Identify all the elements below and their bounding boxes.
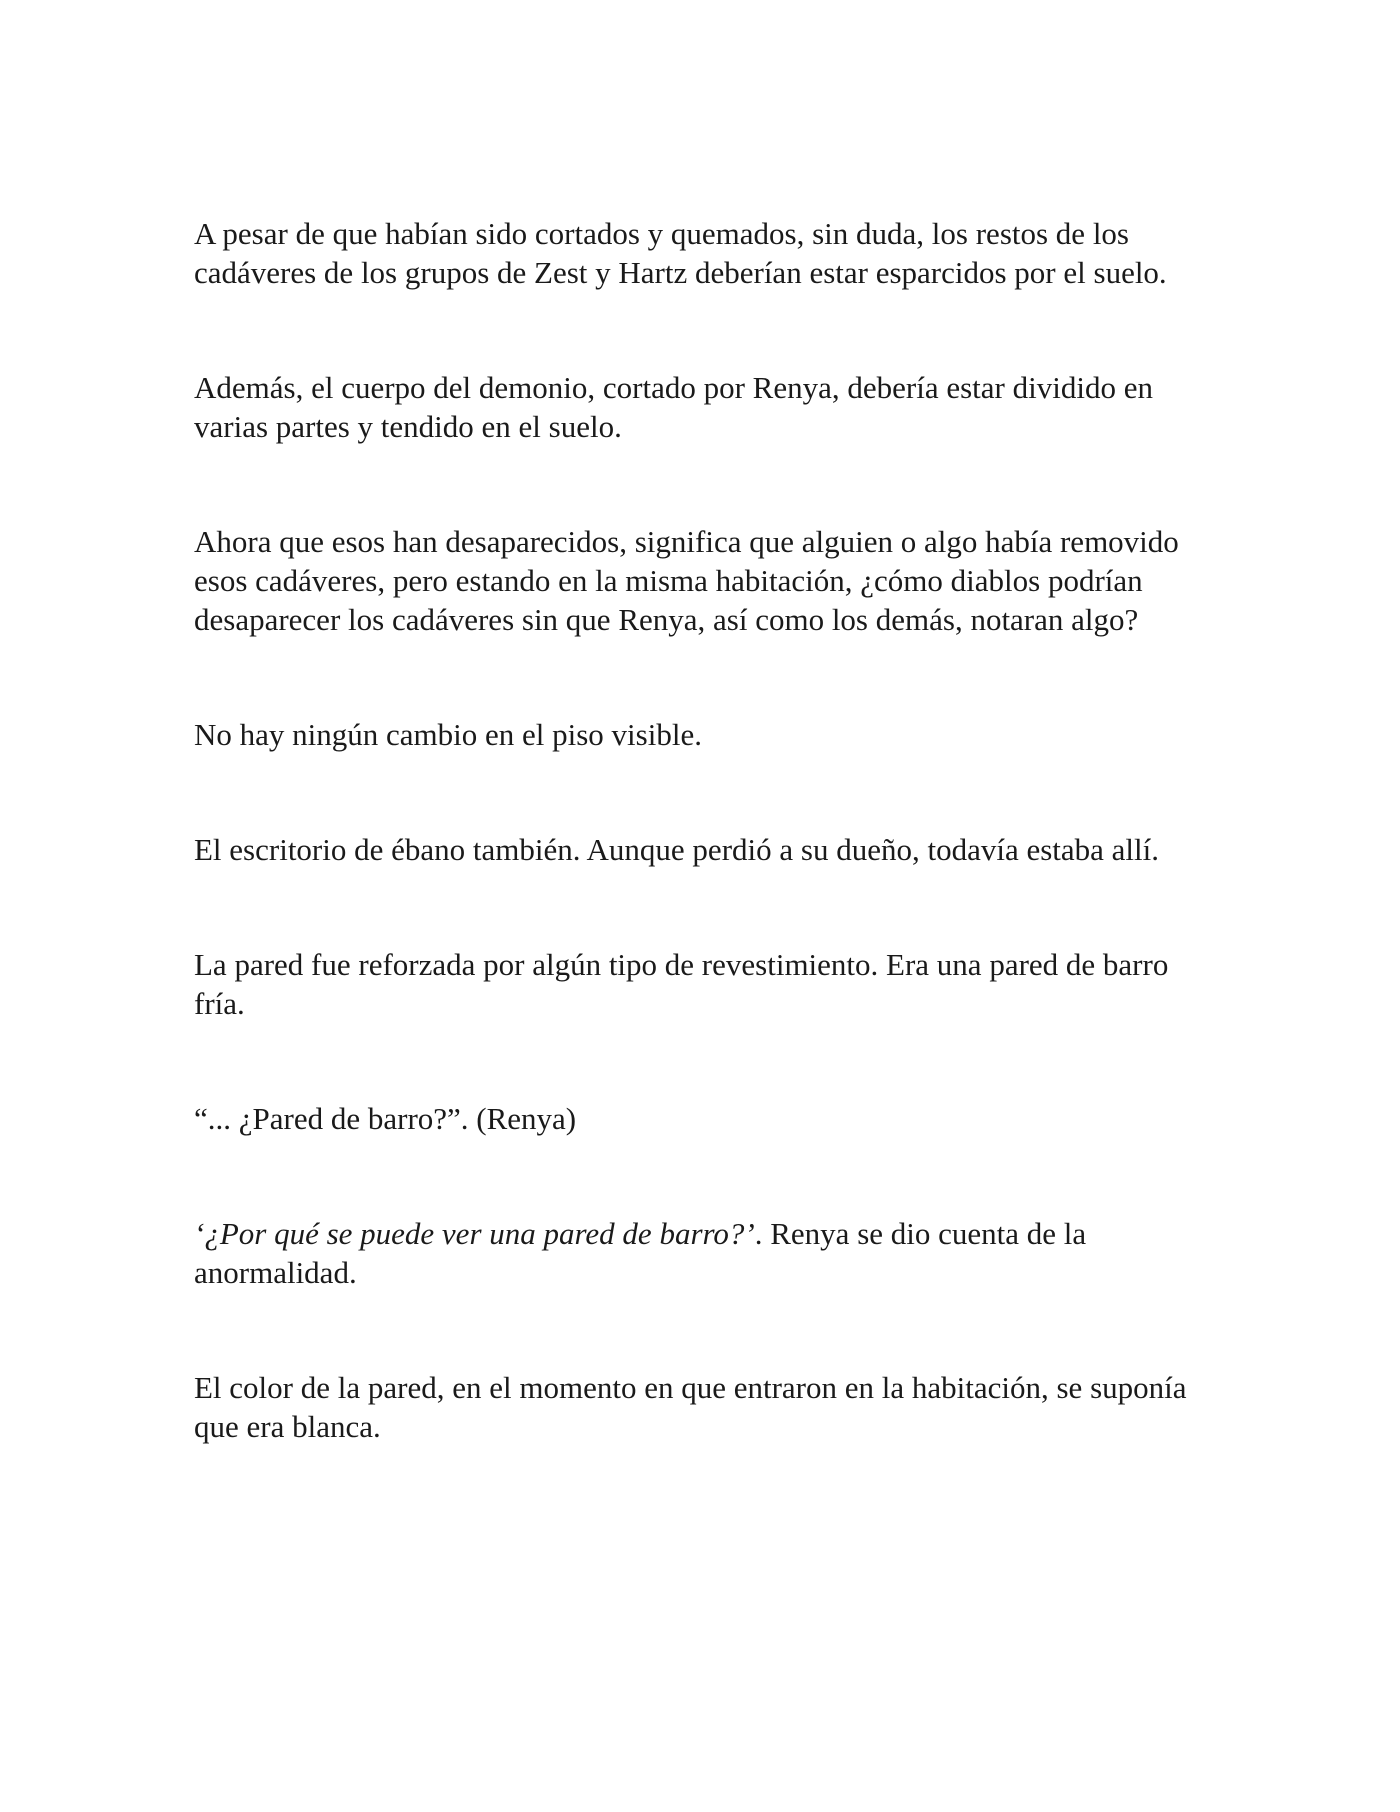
paragraph-9: El color de la pared, en el momento en que entraron en la habitación, se suponía que era blanca. [194, 1370, 1187, 1444]
body-text [194, 214, 1214, 1522]
paragraph-8-rest: . Renya se dio cuenta de la anormalidad. [194, 1216, 1087, 1290]
paragraph-8-italic-thought: ‘¿Por qué se puede ver una pared de barro?’ [194, 1216, 755, 1251]
paragraph-5: El escritorio de ébano también. Aunque perdió a su dueño, todavía estaba allí. [194, 832, 1160, 867]
paragraph-1: A pesar de que habían sido cortados y quemados, sin duda, los restos de los cadáveres de los grupos de Zest y Hartz deberían estar esparcidos por el suelo. [194, 216, 1167, 290]
paragraph-8 [194, 1214, 1214, 1292]
paragraph-2: Además, el cuerpo del demonio, cortado por Renya, debería estar dividido en varias partes y tendido en el suelo. [194, 370, 1153, 444]
paragraph-4: No hay ningún cambio en el piso visible. [194, 717, 702, 752]
paragraph-3: Ahora que esos han desaparecidos, significa que alguien o algo había removido esos cadáveres, pero estando en la misma habitación, ¿cómo diablos podrían desaparecer los cadáveres sin que Renya, así como los demás, notaran algo? [194, 524, 1179, 637]
paragraph-6: La pared fue reforzada por algún tipo de revestimiento. Era una pared de barro fría. [194, 947, 1169, 1021]
paragraph-7: “... ¿Pared de barro?”. (Renya) [194, 1101, 577, 1136]
